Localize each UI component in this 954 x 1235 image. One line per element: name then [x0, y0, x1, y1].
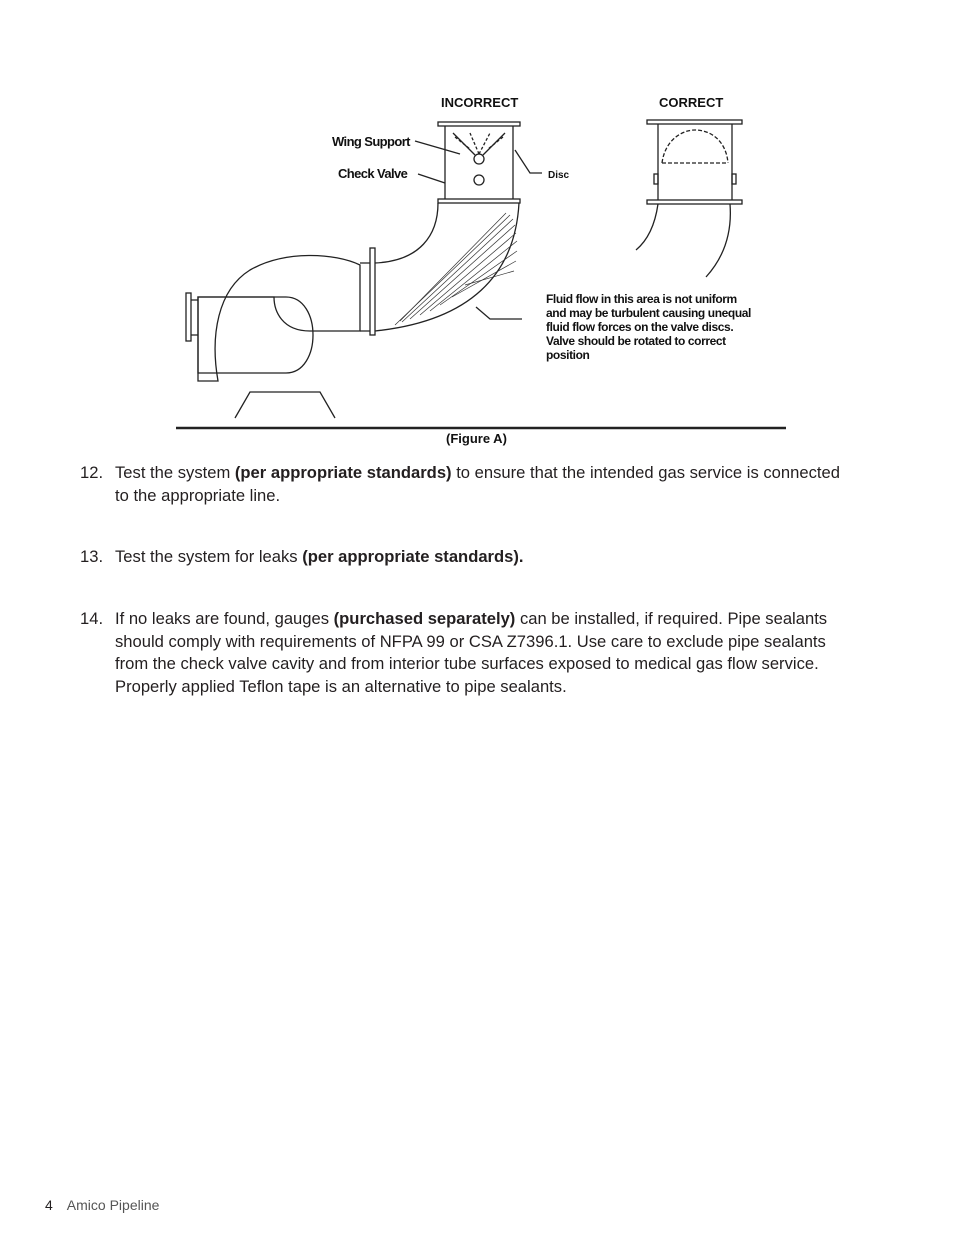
incorrect-heading: INCORRECT: [441, 95, 519, 110]
flow-note-line: Valve should be rotated to correct: [546, 334, 726, 348]
step-text-part: If no leaks are found, gauges: [115, 609, 334, 628]
step-14: [80, 608, 850, 698]
wing-support-label: Wing Support: [332, 134, 410, 149]
page-number: 4: [45, 1197, 53, 1213]
step-number: 14.: [80, 609, 104, 628]
correct-inlet-curve-right: [706, 204, 730, 277]
step-number: 13.: [80, 547, 104, 566]
incorrect-valve-flange-bottom: [438, 199, 520, 203]
incorrect-valve-flange-top: [438, 122, 520, 126]
figure-a-diagram: [170, 85, 800, 450]
correct-heading: CORRECT: [659, 95, 724, 110]
step-13: [80, 546, 850, 569]
pump-volute: [198, 255, 360, 381]
correct-inlet-curve-left: [636, 204, 658, 250]
flow-note: [546, 292, 751, 362]
step-text: [115, 546, 850, 569]
page-footer: [45, 1197, 159, 1213]
step-text-part: to ensure that the intended gas service is connected to the appropriate line.: [115, 463, 840, 505]
flow-note-line: and may be turbulent causing unequal: [546, 306, 751, 320]
flow-note-line: position: [546, 348, 590, 362]
step-number: 12.: [80, 463, 104, 482]
step-text-bold: (per appropriate standards).: [302, 547, 524, 566]
step-text-part: can be installed, if required. Pipe sealants should comply with requirements of NFPA 99 or CSA Z7396.1. Use care to exclude pipe sealants from the check valve cavity and from interior tube surfaces exposed to medical gas flow service. Properly applied Teflon tape is an alternative to pipe sealants.: [115, 609, 828, 696]
step-text: [115, 608, 850, 698]
elbow-inner-curve: [375, 203, 438, 263]
disc-label: Disc: [548, 170, 570, 181]
correct-valve-flange-top: [647, 120, 742, 124]
step-text-bold: (purchased separately): [333, 609, 516, 628]
discharge-flange: [370, 248, 375, 335]
step-text: [115, 462, 850, 507]
step-text-part: Test the system: [115, 463, 235, 482]
step-text-bold: (per appropriate standards): [234, 463, 452, 482]
check-valve-label: Check Valve: [338, 166, 408, 181]
footer-brand: Amico Pipeline: [66, 1197, 160, 1213]
figure-caption: (Figure A): [446, 431, 507, 446]
flow-note-line: fluid flow forces on the valve discs.: [546, 320, 734, 334]
pump-base: [235, 392, 335, 418]
step-text-part: Test the system for leaks: [115, 547, 303, 566]
correct-valve-flange-bottom: [647, 200, 742, 204]
pump-inlet-flange: [186, 293, 191, 341]
step-12: [80, 462, 850, 507]
flow-note-line: Fluid flow in this area is not uniform: [546, 292, 737, 306]
